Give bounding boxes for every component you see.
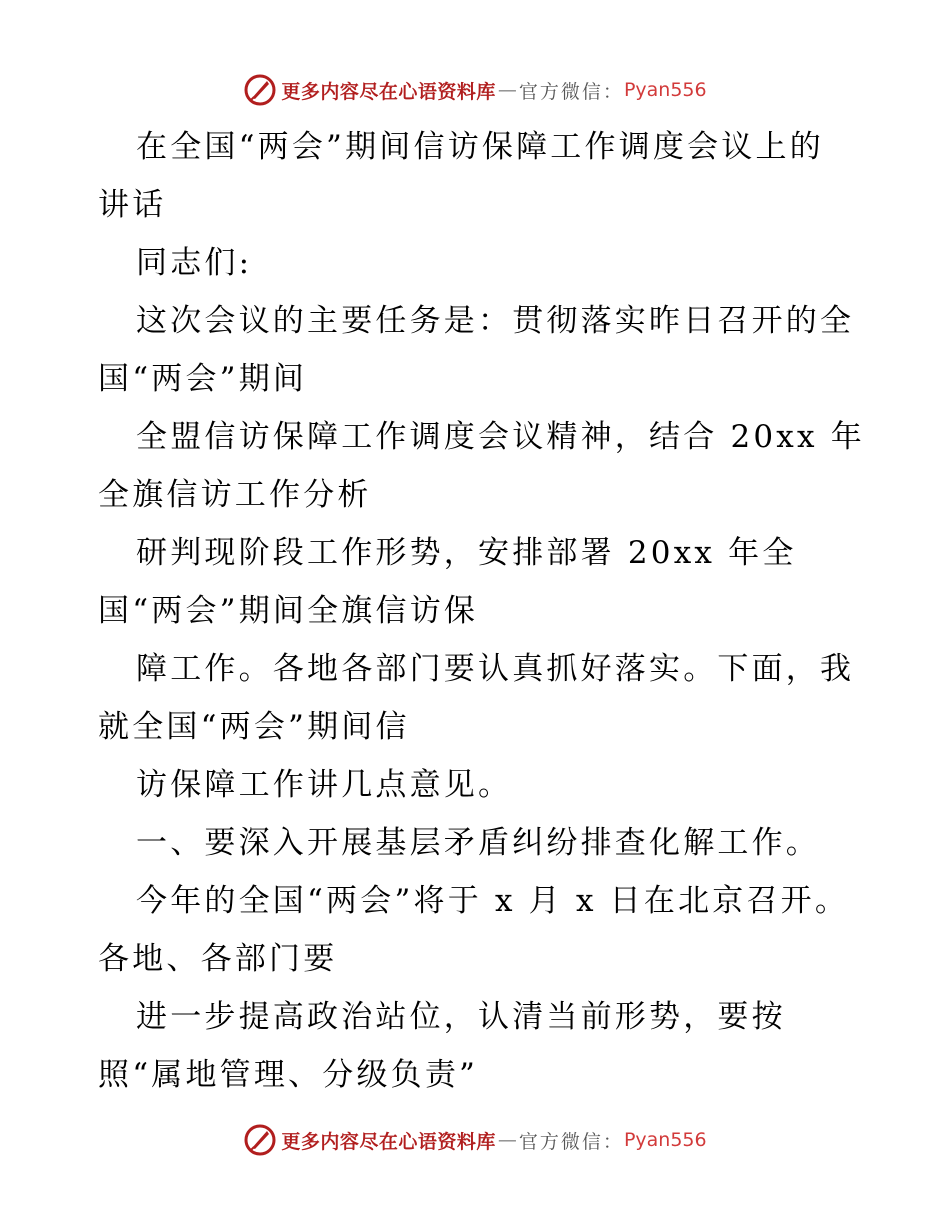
doc-line: 全旗信访工作分析 xyxy=(98,477,372,513)
quill-logo-icon xyxy=(243,73,277,107)
section-heading-1: 一、要深入开展基层矛盾纠纷排查化解工作。 xyxy=(136,825,820,861)
watermark-main-text: 更多内容尽在心语资料库 xyxy=(281,1130,496,1153)
watermark-separator: — xyxy=(497,1129,517,1151)
doc-line: 进一步提高政治站位，认清当前形势，要按 xyxy=(136,999,786,1035)
watermark-main-text: 更多内容尽在心语资料库 xyxy=(281,80,496,103)
footer-watermark xyxy=(0,1120,950,1160)
header-watermark xyxy=(0,70,950,110)
doc-title-line-1: 在全国“两会”期间信访保障工作调度会议上的 xyxy=(136,129,824,165)
doc-title-line-2: 讲话 xyxy=(98,187,167,223)
doc-line: 障工作。各地各部门要认真抓好落实。下面，我 xyxy=(136,651,855,687)
doc-line: 就全国“两会”期间信 xyxy=(98,709,410,745)
salutation: 同志们: xyxy=(136,245,253,281)
doc-line: 今年的全国“两会”将于 x 月 x 日在北京召开。 xyxy=(136,883,850,919)
doc-line: 访保障工作讲几点意见。 xyxy=(136,767,513,803)
watermark-wechat-id: Pyan556 xyxy=(623,79,707,101)
watermark-wechat-label: 官方微信： xyxy=(518,1130,624,1153)
doc-line: 照“属地管理、分级负责” xyxy=(98,1057,479,1093)
quill-logo-icon xyxy=(243,1123,277,1157)
doc-line: 全盟信访保障工作调度会议精神，结合 20xx 年 xyxy=(136,419,865,455)
doc-line: 国“两会”期间全旗信访保 xyxy=(98,593,479,629)
doc-line: 研判现阶段工作形势，安排部署 20xx 年全 xyxy=(136,535,797,571)
doc-line: 这次会议的主要任务是：贯彻落实昨日召开的全 xyxy=(136,303,855,339)
doc-line: 国“两会”期间 xyxy=(98,361,308,397)
watermark-separator: — xyxy=(497,79,517,101)
document-body xyxy=(98,118,865,1104)
watermark-wechat-id: Pyan556 xyxy=(623,1129,707,1151)
watermark-wechat-label: 官方微信： xyxy=(518,80,624,103)
doc-line: 各地、各部门要 xyxy=(98,941,338,977)
